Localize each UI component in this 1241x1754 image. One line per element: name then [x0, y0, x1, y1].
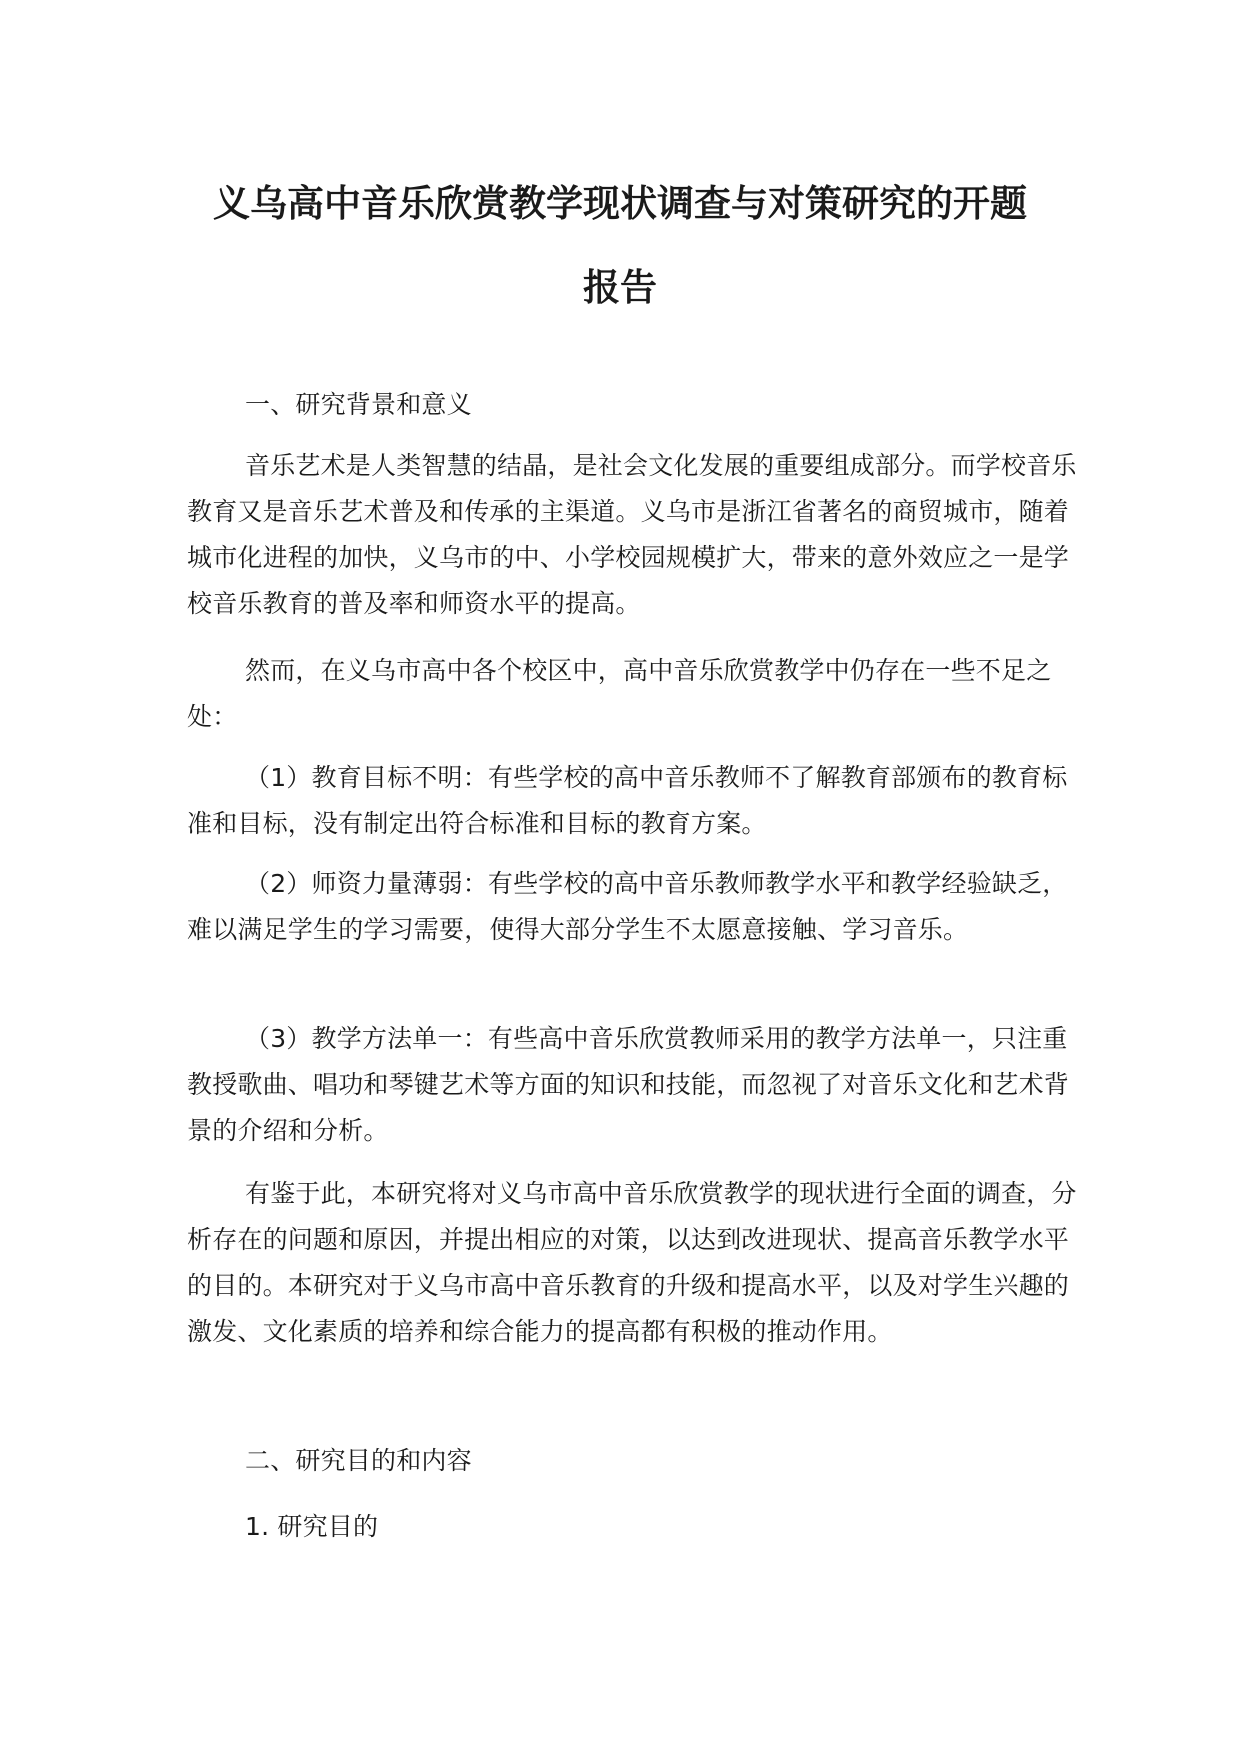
- section-heading-objectives: 二、研究目的和内容: [245, 1446, 472, 1475]
- document-title-line-2: 报告: [583, 266, 657, 309]
- paragraph-shortcomings: 然而，在义乌市高中各个校区中，高中音乐欣赏教学中仍存在一些不足之处：: [187, 656, 1052, 731]
- section-heading-background: 一、研究背景和意义: [245, 390, 472, 419]
- paragraph-issue-1: （1）教育目标不明：有些学校的高中音乐教师不了解教育部颁布的教育标准和目标，没有制定出符合标准和目标的教育方案。: [187, 763, 1068, 838]
- paragraph-issue-3: （3）教学方法单一：有些高中音乐欣赏教师采用的教学方法单一，只注重教授歌曲、唱功和琴键艺术等方面的知识和技能，而忽视了对音乐文化和艺术背景的介绍和分析。: [187, 1024, 1070, 1145]
- subsection-heading-purpose: 1. 研究目的: [245, 1512, 379, 1541]
- paragraph-intro: 音乐艺术是人类智慧的结晶，是社会文化发展的重要组成部分。而学校音乐教育又是音乐艺术普及和传承的主渠道。义乌市是浙江省著名的商贸城市，随着城市化进程的加快，义乌市的中、小学校园规模扩大，带来的意外效应之一是学校音乐教育的普及率和师资水平的提高。: [187, 451, 1077, 618]
- document-title-line-1: 义乌高中音乐欣赏教学现状调查与对策研究的开题: [213, 182, 1027, 225]
- paragraph-conclusion: 有鉴于此，本研究将对义乌市高中音乐欣赏教学的现状进行全面的调查，分析存在的问题和原因，并提出相应的对策，以达到改进现状、提高音乐教学水平的目的。本研究对于义乌市高中音乐教育的升级和提高水平，以及对学生兴趣的激发、文化素质的培养和综合能力的提高都有积极的推动作用。: [187, 1179, 1077, 1346]
- paragraph-issue-2: （2）师资力量薄弱：有些学校的高中音乐教师教学水平和教学经验缺乏，难以满足学生的学习需要，使得大部分学生不太愿意接触、学习音乐。: [187, 869, 1068, 944]
